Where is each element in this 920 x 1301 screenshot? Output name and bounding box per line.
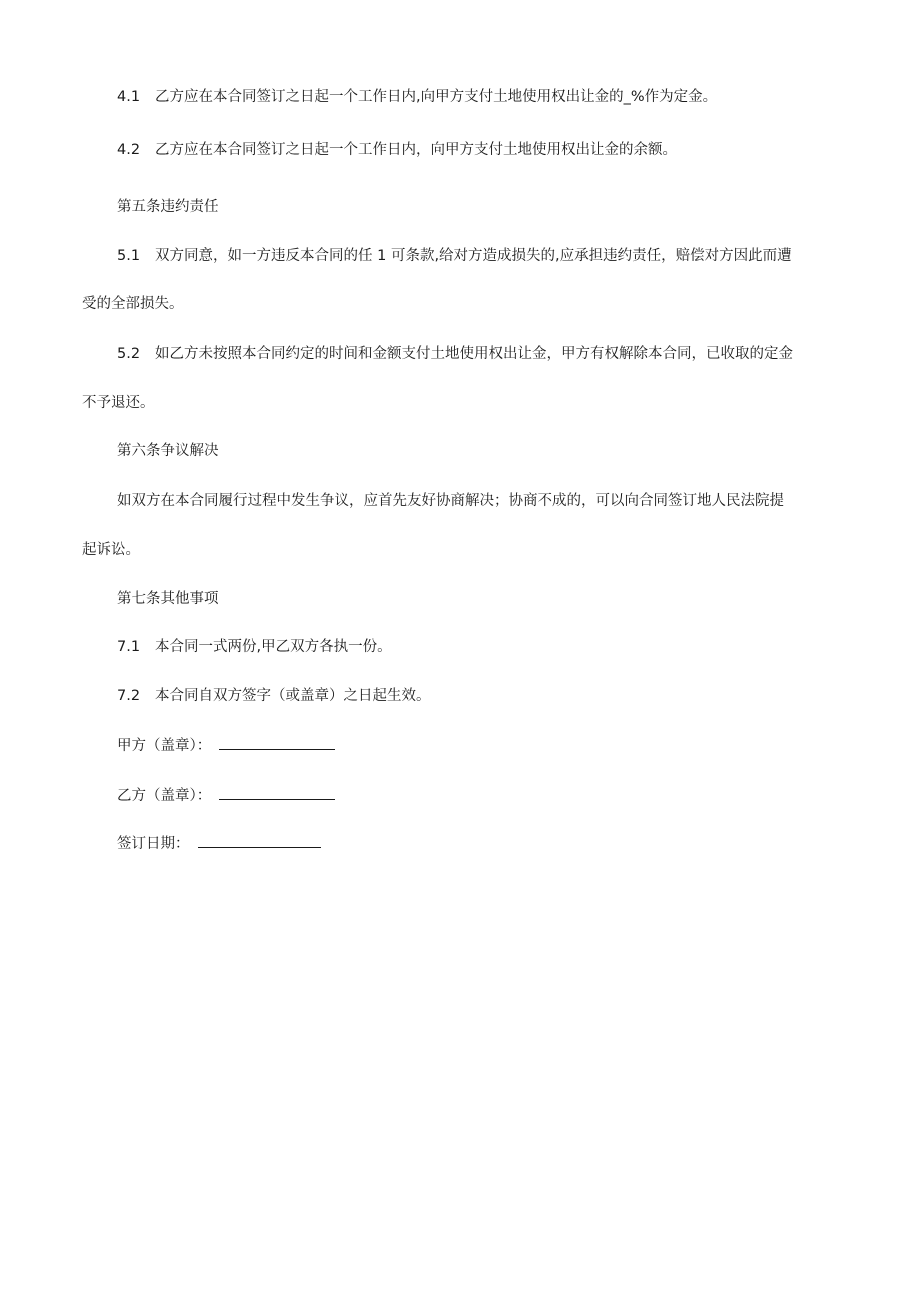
clause-text: 本合同自双方签字（或盖章）之日起生效。	[155, 688, 431, 704]
signing-date	[117, 833, 321, 853]
clause-5-1	[117, 246, 840, 266]
clause-number: 5.1	[117, 248, 141, 264]
clause-text: 本合同一式两份,甲乙双方各执一份。	[155, 639, 392, 655]
party-b-signature	[117, 785, 335, 805]
section-heading-6: 第六条争议解决	[117, 443, 219, 459]
clause-5-2-continued: 不予退还。	[82, 395, 155, 411]
clause-number: 5.2	[117, 346, 141, 362]
clause-text-line1: 如乙方未按照本合同约定的时间和金额支付土地使用权出让金，甲方有权解除本合同，已收取的定金	[155, 346, 793, 362]
clause-6-text: 如双方在本合同履行过程中发生争议，应首先友好协商解决；协商不成的，可以向合同签订地人民法院提	[117, 493, 784, 509]
clause-5-2	[117, 344, 840, 364]
party-a-label: 甲方（盖章）：	[117, 738, 212, 754]
clause-6-text-continued: 起诉讼。	[82, 542, 140, 558]
party-b-signature-blank[interactable]	[219, 785, 335, 800]
clause-text: 乙方应在本合同签订之日起一个工作日内,向甲方支付土地使用权出让金的_%作为定金。	[155, 89, 718, 105]
clause-number: 4.2	[117, 142, 141, 158]
clause-text: 乙方应在本合同签订之日起一个工作日内，向甲方支付土地使用权出让金的余额。	[155, 142, 677, 158]
signing-date-label: 签订日期：	[117, 836, 190, 852]
clause-number: 7.1	[117, 639, 141, 655]
clause-number: 7.2	[117, 688, 141, 704]
signing-date-blank[interactable]	[198, 833, 321, 848]
party-b-label: 乙方（盖章）：	[117, 788, 212, 804]
clause-4-1	[117, 87, 717, 107]
clause-text-line1: 双方同意，如一方违反本合同的任 1 可条款,给对方造成损失的,应承担违约责任，赔偿对方因此而遭	[155, 248, 792, 264]
clause-4-2	[117, 140, 677, 160]
clause-7-1	[117, 637, 392, 657]
section-heading-7: 第七条其他事项	[117, 591, 219, 607]
party-a-signature-blank[interactable]	[219, 735, 335, 750]
clause-7-2	[117, 686, 431, 706]
party-a-signature	[117, 735, 335, 755]
clause-number: 4.1	[117, 89, 141, 105]
section-heading-5: 第五条违约责任	[117, 199, 219, 215]
clause-5-1-continued: 受的全部损失。	[82, 296, 184, 312]
